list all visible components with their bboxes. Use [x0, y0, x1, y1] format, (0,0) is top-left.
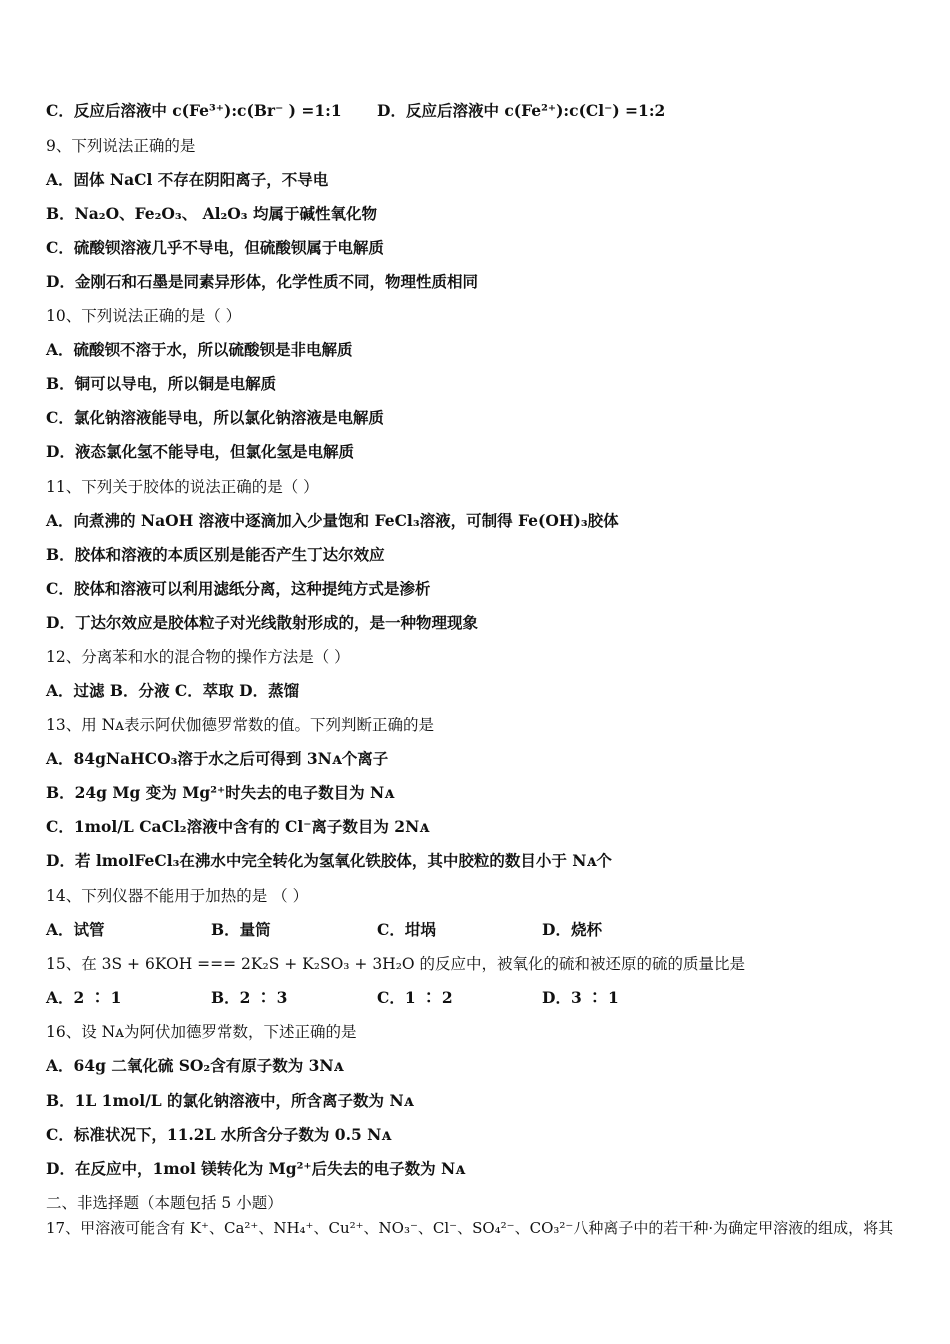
q16-option-a: A．64g 二氧化硫 SO₂含有原子数为 3Nᴀ — [46, 1056, 344, 1075]
q15-option-b: B．2 ∶ 3 — [211, 988, 288, 1007]
q15-option-d: D．3 ∶ 1 — [542, 988, 619, 1007]
q11-option-a: A．向煮沸的 NaOH 溶液中逐滴加入少量饱和 FeCl₃溶液，可制得 Fe(OH)₃胶体 — [46, 511, 619, 530]
q10-option-b: B．铜可以导电，所以铜是电解质 — [46, 374, 277, 393]
q16-option-d: D．在反应中，1mol 镁转化为 Mg²⁺后失去的电子数为 Nᴀ — [46, 1159, 466, 1178]
q14-option-b: B．量筒 — [211, 920, 271, 939]
q10-option-c: C．氯化钠溶液能导电，所以氯化钠溶液是电解质 — [46, 408, 384, 427]
q9-option-d: D．金刚石和石墨是同素异形体，化学性质不同，物理性质相同 — [46, 272, 478, 291]
q15-stem: 15、在 3S + 6KOH === 2K₂S + K₂SO₃ + 3H₂O 的反应中，被氧化的硫和被还原的硫的质量比是 — [46, 955, 746, 973]
q9-stem: 9、下列说法正确的是 — [46, 137, 196, 155]
q12-options: A．过滤 B．分液 C．萃取 D．蒸馏 — [46, 681, 300, 700]
q11-option-c: C．胶体和溶液可以利用滤纸分离，这种提纯方式是渗析 — [46, 579, 431, 598]
q10-option-d: D．液态氯化氢不能导电，但氯化氢是电解质 — [46, 442, 354, 461]
q8-option-d: D．反应后溶液中 c(Fe²⁺):c(Cl⁻) =1:2 — [377, 101, 666, 120]
q17-stem: 17、甲溶液可能含有 K⁺、Ca²⁺、NH₄⁺、Cu²⁺、NO₃⁻、Cl⁻、SO₄²⁻、CO₃²⁻八种离子中的若干种·为确定甲溶液的组成，将其 — [46, 1219, 894, 1237]
q13-stem: 13、用 Nᴀ表示阿伏伽德罗常数的值。下列判断正确的是 — [46, 716, 434, 734]
q11-option-d: D．丁达尔效应是胶体粒子对光线散射形成的，是一种物理现象 — [46, 613, 478, 632]
q16-stem: 16、设 Nᴀ为阿伏加德罗常数，下述正确的是 — [46, 1023, 357, 1041]
section-2-heading: 二、非选择题（本题包括 5 小题） — [46, 1194, 283, 1212]
q13-option-b: B．24g Mg 变为 Mg²⁺时失去的电子数目为 Nᴀ — [46, 783, 395, 802]
q10-option-a: A．硫酸钡不溶于水，所以硫酸钡是非电解质 — [46, 340, 353, 359]
q14-option-c: C．坩埚 — [377, 920, 436, 939]
q13-option-d: D．若 lmolFeCl₃在沸水中完全转化为氢氧化铁胶体，其中胶粒的数目小于 Nᴀ个 — [46, 851, 612, 870]
q12-stem: 12、分离苯和水的混合物的操作方法是（ ） — [46, 648, 350, 666]
q13-option-c: C．1mol/L CaCl₂溶液中含有的 Cl⁻离子数目为 2Nᴀ — [46, 817, 430, 836]
q16-option-b: B．1L 1mol/L 的氯化钠溶液中，所含离子数为 Nᴀ — [46, 1091, 414, 1110]
q14-stem: 14、下列仪器不能用于加热的是 （ ） — [46, 887, 309, 905]
q16-option-c: C．标准状况下，11.2L 水所含分子数为 0.5 Nᴀ — [46, 1125, 392, 1144]
q14-option-d: D．烧杯 — [542, 920, 602, 939]
q11-option-b: B．胶体和溶液的本质区别是能否产生丁达尔效应 — [46, 545, 385, 564]
q9-option-b: B．Na₂O、Fe₂O₃、 Al₂O₃ 均属于碱性氧化物 — [46, 204, 377, 223]
q11-stem: 11、下列关于胶体的说法正确的是（ ） — [46, 478, 319, 496]
q10-stem: 10、下列说法正确的是（ ） — [46, 307, 242, 325]
q15-option-c: C．1 ∶ 2 — [377, 988, 453, 1007]
q15-option-a: A．2 ∶ 1 — [46, 988, 122, 1007]
q13-option-a: A．84gNaHCO₃溶于水之后可得到 3Nᴀ个离子 — [46, 749, 389, 768]
q9-option-a: A．固体 NaCl 不存在阴阳离子，不导电 — [46, 170, 329, 189]
q9-option-c: C．硫酸钡溶液几乎不导电，但硫酸钡属于电解质 — [46, 238, 384, 257]
q14-option-a: A．试管 — [46, 920, 105, 939]
q8-option-c: C．反应后溶液中 c(Fe³⁺):c(Br⁻ ) =1:1 — [46, 101, 342, 120]
